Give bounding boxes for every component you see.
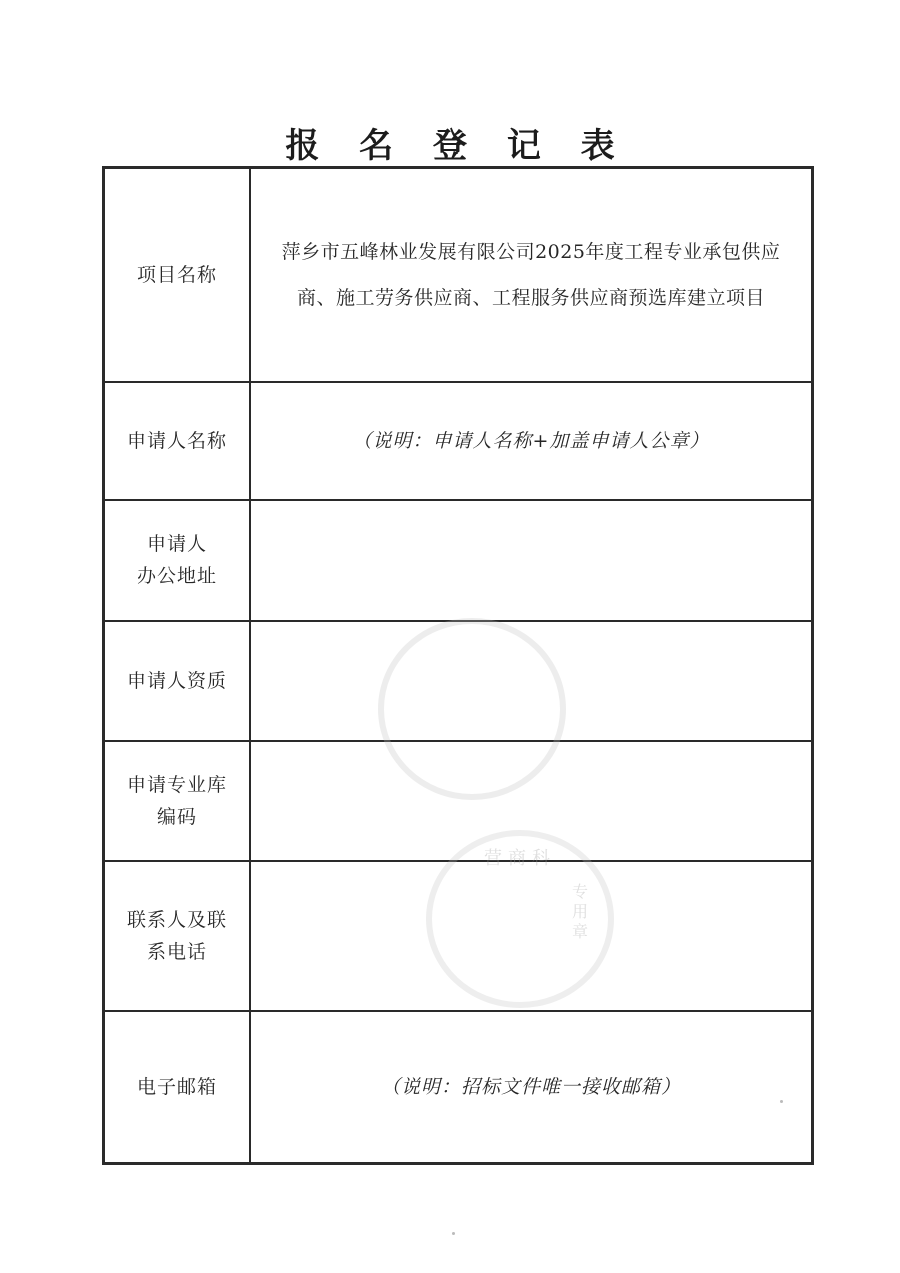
row-qualification: [104, 621, 813, 741]
value-applicant-name[interactable]: [250, 382, 813, 500]
page-title: 报 名 登 记 表: [285, 126, 629, 166]
email-note: （说明：招标文件唯一接收邮箱）: [380, 1075, 681, 1098]
value-email[interactable]: [250, 1011, 813, 1164]
row-contact: [104, 861, 813, 1011]
row-applicant-name: [104, 382, 813, 500]
value-project-name[interactable]: [250, 168, 813, 382]
row-office-address: [104, 500, 813, 621]
value-qualification[interactable]: [250, 621, 813, 741]
label-library-code: [104, 741, 251, 861]
registration-table: [102, 166, 814, 1165]
applicant-name-note: （说明：申请人名称+加盖申请人公章）: [352, 429, 710, 452]
label-email: 电子邮箱: [104, 1011, 251, 1164]
value-contact[interactable]: [250, 861, 813, 1011]
scan-speck: [780, 1100, 783, 1103]
label-contact: [104, 861, 251, 1011]
project-name-line-1: 萍乡市五峰林业发展有限公司2025年度工程专业承包供应: [281, 240, 781, 263]
label-office-address-line-2: 办公地址: [136, 565, 217, 587]
row-project-name: [104, 168, 813, 382]
label-library-code-line-2: 编码: [156, 805, 197, 828]
label-office-address: [104, 500, 251, 621]
label-applicant-name: 申请人名称: [104, 382, 251, 500]
seal-top-text: 营商科: [484, 848, 556, 869]
label-library-code-line-1: 申请专业库: [126, 773, 227, 796]
seal-side-text: 专用章: [572, 882, 589, 941]
project-name-line-2: 商、施工劳务供应商、工程服务供应商预选库建立项目: [296, 286, 765, 309]
value-library-code[interactable]: [250, 741, 813, 861]
label-contact-line-2: 系电话: [146, 940, 207, 963]
label-contact-line-1: 联系人及联: [126, 908, 227, 931]
label-qualification: 申请人资质: [104, 621, 251, 741]
value-office-address[interactable]: [250, 500, 813, 621]
label-office-address-line-1: 申请人: [146, 533, 207, 555]
row-email: [104, 1011, 813, 1164]
project-name-text: [278, 229, 785, 321]
row-library-code: [104, 741, 813, 861]
label-project-name: 项目名称: [104, 168, 251, 382]
scan-speck: [452, 1232, 455, 1235]
